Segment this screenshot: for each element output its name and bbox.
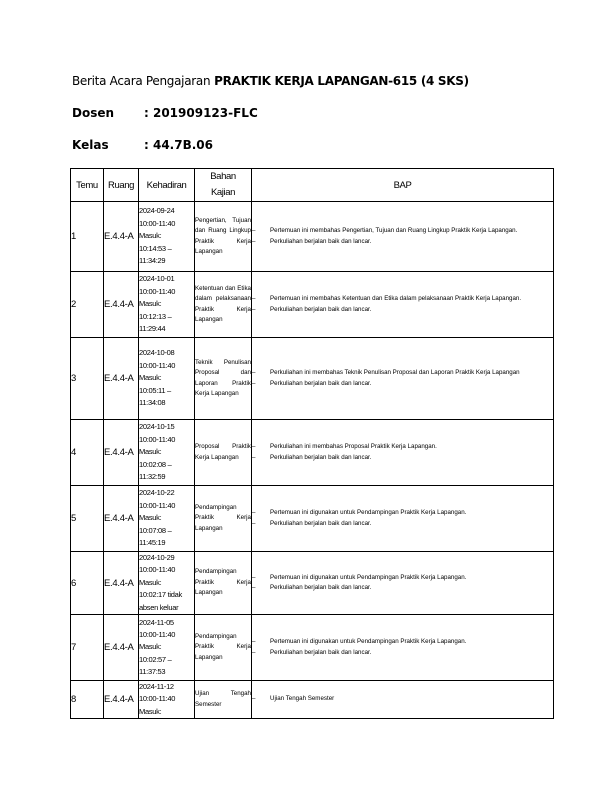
- cell-ruang: E.4.4-A: [104, 202, 139, 272]
- cell-temu: 4: [71, 420, 104, 486]
- kehadiran-keluar: absen keluar: [139, 602, 179, 612]
- cell-bap: [252, 681, 554, 719]
- cell-kehadiran: [139, 272, 195, 338]
- kehadiran-date: 2024-10-01: [139, 274, 175, 284]
- cell-temu: 8: [71, 681, 104, 719]
- cell-bahan-kajian: Pendampingan Praktik Kerja Lapangan: [195, 486, 252, 552]
- cell-bap: [252, 486, 554, 552]
- kelas-line: [72, 138, 213, 152]
- kehadiran-keluar: 11:32:59: [139, 472, 166, 482]
- cell-temu: 6: [71, 552, 104, 615]
- kehadiran-date: 2024-10-29: [139, 553, 175, 562]
- cell-bap: [252, 272, 554, 338]
- dosen-line: [72, 106, 258, 120]
- table-row: [71, 615, 554, 681]
- cell-bahan-kajian: Proposal Praktik Kerja Lapangan: [195, 420, 252, 486]
- kehadiran-date: 2024-11-12: [139, 682, 174, 692]
- kehadiran-time: 10:00-11:40: [139, 500, 176, 510]
- cell-kehadiran: [139, 615, 195, 681]
- kehadiran-keluar: 11:34:08: [139, 398, 166, 408]
- kehadiran-keluar: 11:29:44: [139, 324, 166, 334]
- kelas-value: : 44.7B.06: [144, 138, 213, 152]
- kehadiran-masuk: 10:02:08 –: [139, 459, 172, 469]
- header-temu: Temu: [71, 169, 104, 202]
- kehadiran-date: 2024-09-24: [139, 206, 175, 216]
- cell-ruang: E.4.4-A: [104, 420, 139, 486]
- kehadiran-masuk: 10:12:13 –: [139, 311, 172, 321]
- bap-item: – Perkuliahan berjalan baik dan lancar.: [252, 648, 553, 658]
- bap-item: – Pertemuan ini membahas Pengertian, Tujuan dan Ruang Lingkup Praktik Kerja Lapangan.: [252, 226, 553, 236]
- dosen-label: Dosen: [72, 106, 115, 120]
- table-row: [71, 681, 554, 719]
- kehadiran-date: 2024-10-08: [139, 348, 175, 358]
- cell-kehadiran: [139, 202, 195, 272]
- cell-temu: 1: [71, 202, 104, 272]
- cell-temu: 2: [71, 272, 104, 338]
- bap-item: – Perkuliahan berjalan baik dan lancar.: [252, 519, 553, 529]
- table-header-row: [71, 169, 554, 202]
- kehadiran-masuk: 10:14:53 –: [139, 243, 172, 253]
- kehadiran-time: 10:00-11:40: [139, 286, 176, 296]
- document-title: [72, 74, 469, 88]
- kehadiran-masuk-label: Masuk:: [139, 577, 162, 587]
- cell-ruang: E.4.4-A: [104, 338, 139, 420]
- kehadiran-masuk: 10:07:08 –: [139, 525, 172, 535]
- cell-bap: [252, 202, 554, 272]
- kehadiran-masuk-label: Masuk:: [139, 447, 162, 457]
- kehadiran-masuk-label: Masuk:: [139, 642, 162, 652]
- kelas-label: Kelas: [72, 138, 109, 152]
- kehadiran-masuk-label: Masuk:: [139, 373, 162, 383]
- kehadiran-masuk-label: Masuk:: [139, 231, 162, 241]
- bap-item: – Pertemuan ini digunakan untuk Pendampingan Praktik Kerja Lapangan.: [252, 573, 553, 583]
- cell-bap: [252, 552, 554, 615]
- bap-item: – Perkuliahan berjalan baik dan lancar.: [252, 379, 553, 389]
- cell-kehadiran: [139, 486, 195, 552]
- kehadiran-time: 10:00-11:40: [139, 565, 176, 575]
- cell-temu: 7: [71, 615, 104, 681]
- cell-ruang: E.4.4-A: [104, 681, 139, 719]
- cell-bap: [252, 338, 554, 420]
- kehadiran-masuk: 10:02:57 –: [139, 654, 172, 664]
- header-bahan-line2: Kajian: [210, 187, 235, 198]
- cell-ruang: E.4.4-A: [104, 552, 139, 615]
- cell-bahan-kajian: Pendampingan Praktik Kerja Lapangan: [195, 552, 252, 615]
- kehadiran-masuk: 10:05:11 –: [139, 385, 171, 395]
- header-bahan-kajian: [195, 169, 252, 202]
- header-bap: BAP: [252, 169, 554, 202]
- cell-kehadiran: [139, 420, 195, 486]
- cell-bap: [252, 420, 554, 486]
- bap-table: [70, 168, 554, 719]
- kehadiran-time: 10:00-11:40: [139, 360, 176, 370]
- dosen-value: : 201909123-FLC: [144, 106, 258, 120]
- title-course: PRAKTIK KERJA LAPANGAN-615 (4 SKS): [214, 74, 469, 88]
- cell-temu: 3: [71, 338, 104, 420]
- cell-bahan-kajian: Pengertian, Tujuan dan Ruang Lingkup Praktik Kerja Lapangan: [195, 202, 252, 272]
- bap-item: – Perkuliahan berjalan baik dan lancar.: [252, 453, 553, 463]
- bap-item: – Pertemuan ini membahas Ketentuan dan Etika dalam pelaksanaan Praktik Kerja Lapangan.: [252, 294, 553, 304]
- cell-bahan-kajian: Ujian Tengah Semester: [195, 681, 252, 719]
- table-row: [71, 272, 554, 338]
- cell-kehadiran: [139, 681, 195, 719]
- bap-item: – Perkuliahan berjalan baik dan lancar.: [252, 583, 553, 593]
- kehadiran-time: 10:00-11:40: [139, 629, 176, 639]
- bap-item: – Perkuliahan berjalan baik dan lancar.: [252, 305, 553, 315]
- kehadiran-masuk-label: Masuk:: [139, 299, 162, 309]
- cell-bahan-kajian: Pendampingan Praktik Kerja Lapangan: [195, 615, 252, 681]
- cell-ruang: E.4.4-A: [104, 486, 139, 552]
- bap-item: – Ujian Tengah Semester: [252, 694, 553, 704]
- cell-kehadiran: [139, 338, 195, 420]
- table-row: [71, 338, 554, 420]
- kehadiran-keluar: 11:37:53: [139, 667, 166, 677]
- header-kehadiran: Kehadiran: [139, 169, 195, 202]
- kehadiran-date: 2024-11-05: [139, 617, 174, 627]
- cell-bahan-kajian: Teknik Penulisan Proposal dan Laporan Praktik Kerja Lapangan: [195, 338, 252, 420]
- kehadiran-date: 2024-10-15: [139, 422, 175, 432]
- table-row: [71, 420, 554, 486]
- kehadiran-keluar: 11:34:29: [139, 256, 166, 266]
- cell-kehadiran: [139, 552, 195, 615]
- kehadiran-masuk-label: Masuk:: [139, 706, 162, 716]
- cell-bahan-kajian: Ketentuan dan Etika dalam pelaksanaan Praktik Kerja Lapangan: [195, 272, 252, 338]
- kehadiran-masuk: 10:02:17 tidak: [139, 590, 182, 600]
- cell-ruang: E.4.4-A: [104, 272, 139, 338]
- kehadiran-time: 10:00-11:40: [139, 694, 176, 704]
- kehadiran-time: 10:00-11:40: [139, 218, 176, 228]
- bap-item: – Perkuliahan berjalan baik dan lancar.: [252, 237, 553, 247]
- cell-temu: 5: [71, 486, 104, 552]
- bap-item: – Pertemuan ini digunakan untuk Pendampingan Praktik Kerja Lapangan.: [252, 637, 553, 647]
- table-row: [71, 486, 554, 552]
- kehadiran-date: 2024-10-22: [139, 488, 175, 498]
- bap-item: – Pertemuan ini digunakan untuk Pendampingan Praktik Kerja Lapangan.: [252, 508, 553, 518]
- kehadiran-keluar: 11:45:19: [139, 538, 166, 548]
- header-ruang: Ruang: [104, 169, 139, 202]
- cell-bap: [252, 615, 554, 681]
- cell-ruang: E.4.4-A: [104, 615, 139, 681]
- title-lead: Berita Acara Pengajaran: [72, 74, 211, 88]
- table-row: [71, 202, 554, 272]
- bap-item: – Perkuliahan ini membahas Teknik Penulisan Proposal dan Laporan Praktik Kerja Lapangan: [252, 368, 553, 378]
- table-row: [71, 552, 554, 615]
- kehadiran-time: 10:00-11:40: [139, 434, 176, 444]
- bap-item: – Perkuliahan ini membahas Proposal Praktik Kerja Lapangan.: [252, 442, 553, 452]
- kehadiran-masuk-label: Masuk:: [139, 513, 162, 523]
- header-bahan-line1: Bahan: [210, 171, 236, 182]
